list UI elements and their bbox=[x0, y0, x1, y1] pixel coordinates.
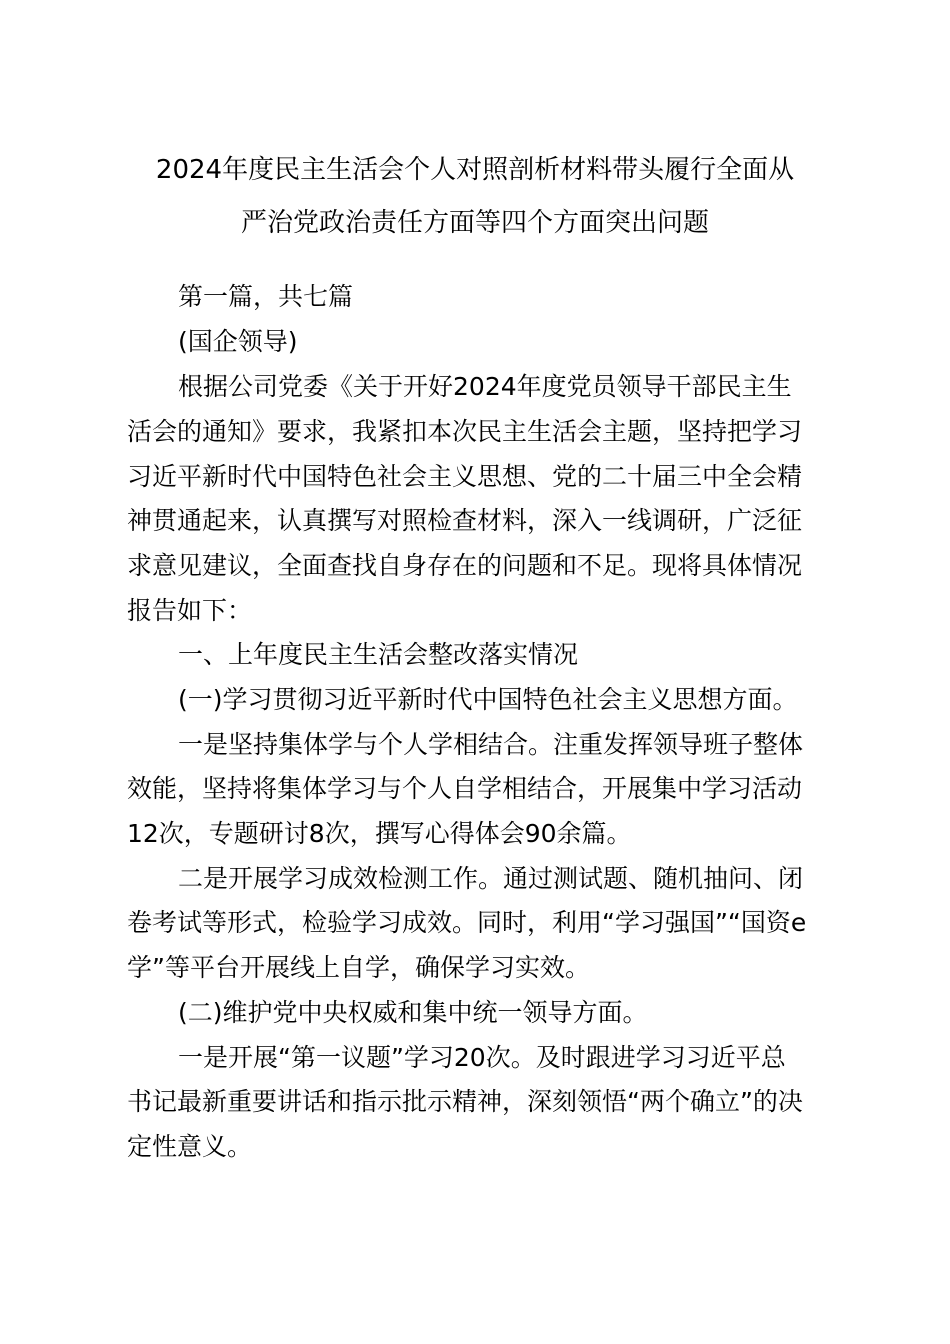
body-line: 书记最新重要讲话和指示批示精神，深刻领悟“两个确立”的决 bbox=[127, 1087, 803, 1116]
body-line: 卷考试等形式，检验学习成效。同时，利用“学习强国”“国资e bbox=[127, 908, 807, 937]
author-role: (国企领导) bbox=[178, 327, 298, 356]
series-note: 第一篇，共七篇 bbox=[178, 282, 354, 311]
body-line: 活会的通知》要求，我紧扣本次民主生活会主题，坚持把学习 bbox=[127, 417, 803, 446]
body-line: 报告如下： bbox=[127, 596, 253, 625]
body-line: 习近平新时代中国特色社会主义思想、党的二十届三中全会精 bbox=[127, 462, 803, 491]
body-line: 一是坚持集体学与个人学相结合。注重发挥领导班子整体 bbox=[178, 730, 804, 759]
document-title-line-1: 2024年度民主生活会个人对照剖析材料带头履行全面从 bbox=[155, 155, 795, 185]
body-line: 效能，坚持将集体学习与个人自学相结合，开展集中学习活动 bbox=[127, 774, 803, 803]
body-line: 根据公司党委《关于开好2024年度党员领导干部民主生 bbox=[178, 372, 792, 401]
body-line: 定性意义。 bbox=[127, 1132, 253, 1161]
body-line: 学”等平台开展线上自学，确保学习实效。 bbox=[127, 953, 590, 982]
subsection-heading: (一)学习贯彻习近平新时代中国特色社会主义思想方面。 bbox=[178, 685, 798, 714]
body-line: 求意见建议，全面查找自身存在的问题和不足。现将具体情况 bbox=[127, 551, 803, 580]
body-line: 一是开展“第一议题”学习20次。及时跟进学习习近平总 bbox=[178, 1043, 786, 1072]
subsection-heading: (二)维护党中央权威和集中统一领导方面。 bbox=[178, 998, 648, 1027]
document-title-line-2: 严治党政治责任方面等四个方面突出问题 bbox=[240, 208, 709, 238]
body-line: 12次，专题研讨8次，撰写心得体会90余篇。 bbox=[127, 819, 632, 848]
body-line: 神贯通起来，认真撰写对照检查材料，深入一线调研，广泛征 bbox=[127, 506, 803, 535]
body-line: 二是开展学习成效检测工作。通过测试题、随机抽问、闭 bbox=[178, 864, 804, 893]
section-heading: 一、上年度民主生活会整改落实情况 bbox=[178, 640, 579, 669]
